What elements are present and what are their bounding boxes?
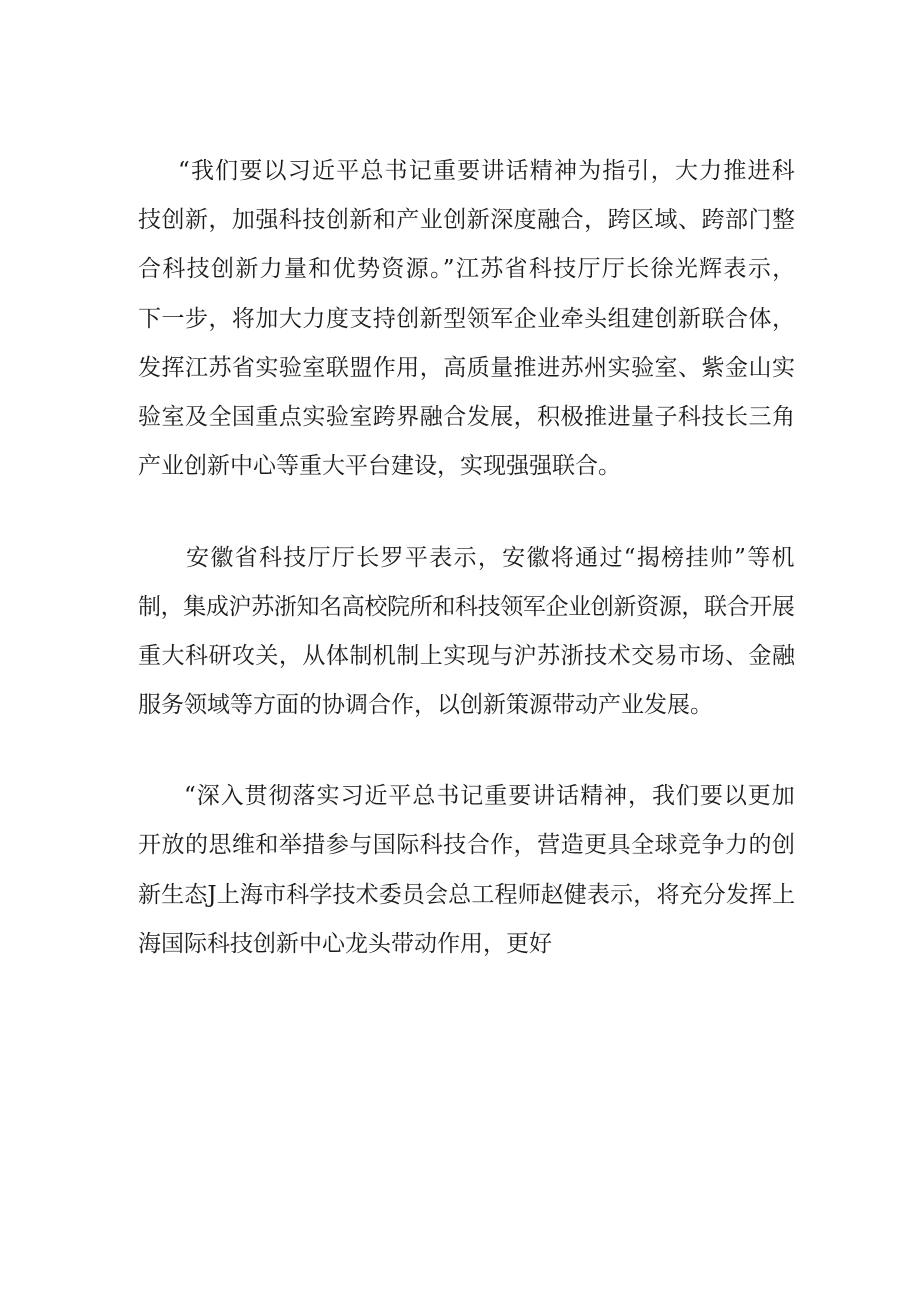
paragraph-1-line-2: 技创新，加强科技创新和产业创新深度融合，跨区域、跨部门整: [138, 207, 796, 233]
paragraph-2-line-2: 制，集成沪苏浙知名高校院所和科技领军企业创新资源，联合开展: [138, 594, 795, 620]
paragraph-1-line-5: 发挥江苏省实验室联盟作用，高质量推进苏州实验室、紫金山实: [138, 355, 796, 381]
paragraph-2-line-1: 安徽省科技厅厅长罗平表示，安徽将通过“揭榜挂帅”等机: [186, 545, 796, 571]
paragraph-3-line-4: 海国际科技创新中心龙头带动作用，更好: [138, 931, 552, 957]
paragraph-2-line-3: 重大科研攻关，从体制机制上实现与沪苏浙技术交易市场、金融: [138, 643, 796, 669]
paragraph-3-line-2: 开放的思维和举措参与国际科技合作，营造更具全球竞争力的创: [138, 832, 796, 858]
paragraph-3-line-3: 新生态J上海市科学技术委员会总工程师赵健表示，将充分发挥上: [138, 882, 796, 908]
paragraph-1-line-7: 产业创新中心等重大平台建设，实现强强联合。: [138, 453, 621, 479]
paragraph-2-line-4: 服务领域等方面的协调合作，以创新策源带动产业发展。: [138, 692, 713, 718]
paragraph-1-line-6: 验室及全国重点实验室跨界融合发展，积极推进量子科技长三角: [138, 404, 796, 430]
paragraph-1-line-4: 下一步，将加大力度支持创新型领军企业牵头组建创新联合体，: [138, 306, 796, 332]
paragraph-1-line-3: 合科技创新力量和优势资源。”江苏省科技厅厅长徐光辉表示，: [138, 256, 797, 282]
paragraph-1-line-1: “我们要以习近平总书记重要讲话精神为指引，大力推进科: [178, 158, 796, 184]
paragraph-3-line-1: “深入贯彻落实习近平总书记重要讲话精神，我们要以更加: [184, 783, 796, 809]
